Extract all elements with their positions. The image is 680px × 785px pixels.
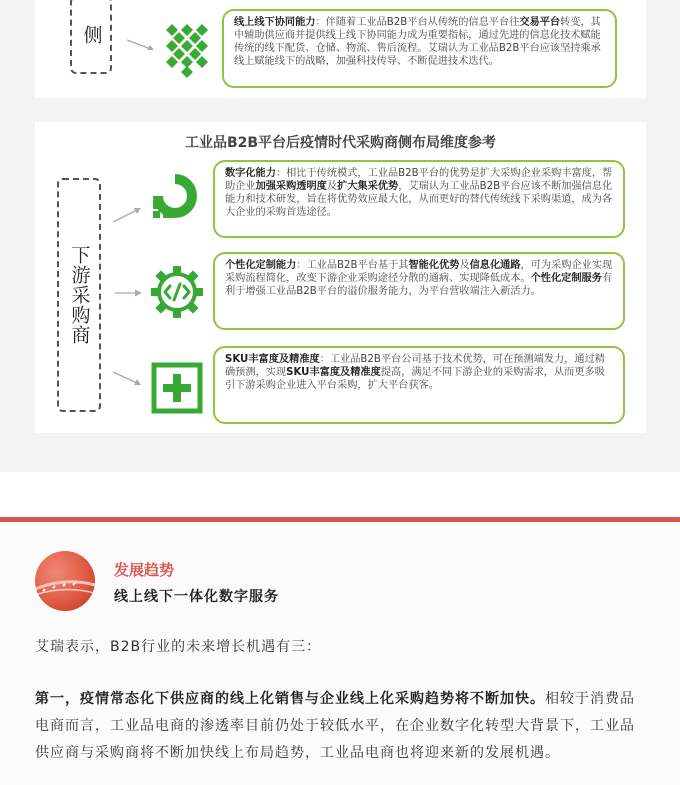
trend-subtitle: 线上线下一体化数字服务	[114, 589, 279, 605]
first-point-text: 相较于消费品电商而言，工业品电商的渗透率目前仍处于较低水平，在企业数字化转型大背景下，工业品供应商与采购商将不断加快线上布局趋势，工业品电商也将迎来新的发展机遇。	[35, 691, 635, 761]
buyer-card	[35, 122, 646, 433]
digital-capability-textbox	[213, 160, 625, 238]
gear-code-icon	[149, 264, 205, 320]
supplier-card	[35, 0, 646, 98]
trend-intro-paragraph: 艾瑞表示，B2B行业的未来增长机遇有三：	[35, 639, 322, 655]
supplier-vertical-label: 侧	[80, 25, 103, 45]
buyer-vertical-label: 下游采购商	[68, 245, 91, 345]
digital-text-1: ：相比于传统模式，工业品B2B平台的优势是扩大采购企业采购丰富度，帮助企业	[225, 168, 613, 192]
collaboration-highlight: 交易平台	[519, 17, 561, 28]
buyer-card-title: 工业品B2B平台后疫情时代采购商侧布局维度参考	[184, 135, 497, 151]
diamond-lattice-icon	[162, 22, 212, 78]
avatar-pattern-icon	[35, 551, 95, 611]
customization-highlight-2: 信息化通路	[469, 260, 521, 271]
customization-text-3: ，可为采购企业实现采购流程简化，改变下游企业采购途径分散的通病、实现降低成本。	[225, 260, 613, 284]
sku-textbox	[213, 346, 625, 424]
digital-text-3: ，艾瑞认为工业品B2B平台应该不断加强信息化能力和技术研发，旨在将优势效应最大化，从而更好的替代传统线下采购渠道，成为各大企业的采购首选途径。	[225, 181, 613, 218]
digital-d-icon	[149, 170, 201, 222]
sku-text-2: 提高，满足不同下游企业的采购需求，从而更多吸引下游采购企业进入平台采购，扩大平台获客。	[225, 367, 605, 391]
sku-title: SKU丰富度及精准度	[225, 354, 320, 365]
sku-highlight-1: SKU丰富度及精准度	[286, 367, 381, 378]
customization-textbox	[213, 252, 625, 330]
customization-highlight-3: 个性化定制服务	[530, 273, 602, 284]
arrow-icon	[125, 38, 157, 52]
digital-text-2: 及	[326, 181, 338, 192]
collaboration-textbox	[222, 9, 617, 88]
customization-title: 个性化定制能力	[225, 260, 297, 271]
collaboration-text-a: ：伴随着工业品B2B平台从传统的信息平台往	[315, 17, 520, 28]
customization-text-1: ：工业品B2B平台基于其	[296, 260, 409, 271]
trend-label: 发展趋势	[114, 561, 175, 579]
collaboration-text-b: 转变，其中辅助供应商并提供线上线下协同能力成为重要指标，通过先进的信息化技术赋能传统的线下配货、仓储、物流、售后流程。艾瑞认为工业品B2B平台应该坚持乘承线上赋能线下的战略，加强科技传导、不断促进技术迭代。	[234, 17, 601, 67]
digital-highlight-2: 扩大集采优势	[337, 181, 399, 192]
customization-text-4: 有利于增强工业品B2B平台的溢价服务能力，为平台营收端注入新活力。	[225, 273, 613, 297]
customization-text-2: 及	[459, 260, 470, 271]
sku-text-1: ：工业品B2B平台公司基于技术优势，可在预测端发力，通过精确预测，实现	[225, 354, 605, 378]
digital-title: 数字化能力	[225, 168, 276, 179]
digital-highlight-1: 加强采购透明度	[255, 181, 327, 192]
avatar	[35, 551, 95, 611]
plus-box-icon	[151, 362, 203, 414]
first-point-bold: 第一，疫情常态化下供应商的线上化销售与企业线上化采购趋势将不断加快。	[35, 691, 545, 707]
trend-first-point-paragraph	[35, 686, 647, 767]
arrow-icon	[113, 288, 143, 298]
buyer-vertical-label-box	[57, 178, 101, 412]
arrow-icon	[111, 370, 143, 388]
arrow-icon	[111, 206, 143, 224]
collaboration-title: 线上线下协同能力	[234, 17, 316, 28]
customization-highlight-1: 智能化优势	[408, 260, 460, 271]
supplier-vertical-label-box	[70, 0, 112, 74]
